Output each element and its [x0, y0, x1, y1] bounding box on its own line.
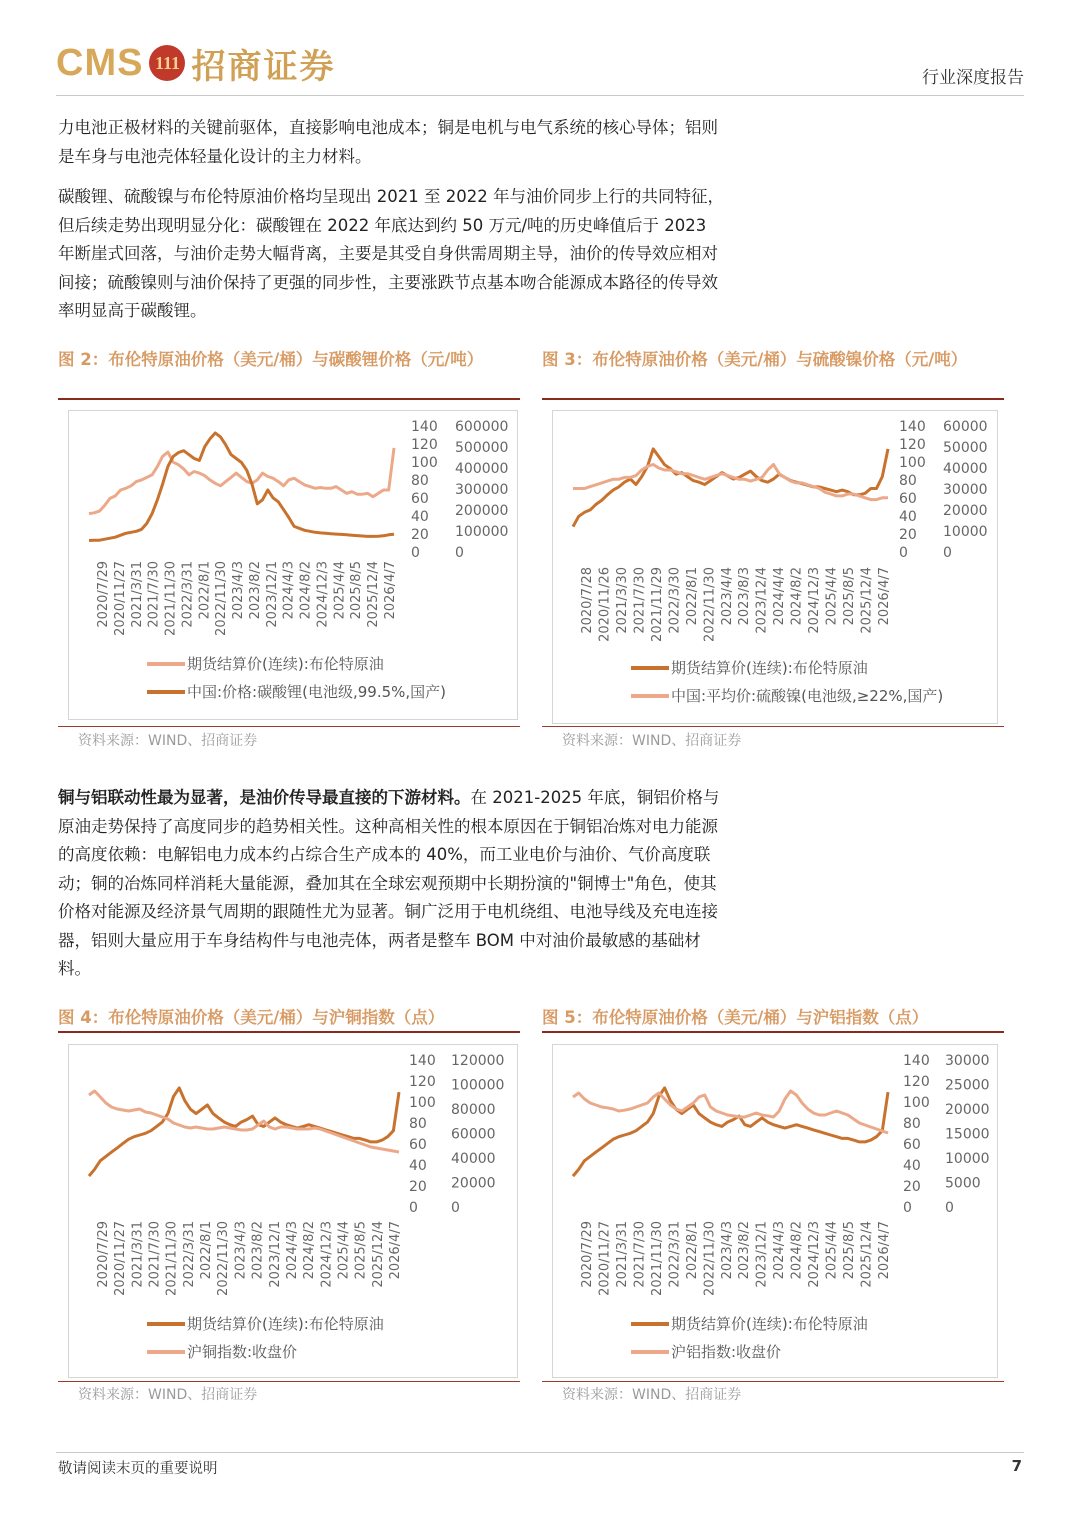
x-tick: 2023/12/1	[264, 561, 280, 628]
report-type: 行业深度报告	[922, 68, 1024, 88]
y-left-tick: 60	[899, 491, 917, 507]
y-left-tick: 60	[903, 1137, 921, 1153]
figure-4-chart-frame	[68, 1044, 518, 1378]
x-tick: 2026/4/7	[388, 1221, 403, 1280]
figure-4-rule	[58, 1031, 520, 1033]
x-tick: 2025/8/5	[842, 1221, 858, 1280]
y-left-tick: 80	[899, 473, 917, 489]
page-number: 7	[1011, 1457, 1022, 1475]
x-tick: 2025/12/4	[366, 561, 382, 628]
figure-2-chart-frame	[68, 410, 518, 720]
y-left-tick: 140	[411, 419, 438, 435]
x-tick: 2023/12/4	[754, 567, 770, 634]
series-line-1	[89, 433, 394, 541]
y-right-tick: 80000	[451, 1102, 496, 1118]
x-tick: 2023/4/3	[231, 561, 247, 620]
y-left-tick: 40	[411, 509, 429, 525]
y-left-tick: 20	[903, 1179, 921, 1195]
y-right-tick: 300000	[455, 482, 509, 498]
x-tick: 2023/12/1	[754, 1221, 770, 1288]
figure-3-source: 资料来源：WIND、招商证券	[562, 733, 742, 749]
x-tick: 2025/12/4	[859, 567, 875, 634]
y-right-tick: 60000	[943, 419, 988, 435]
y-right-tick: 10000	[945, 1151, 990, 1167]
y-right-tick: 200000	[455, 503, 509, 519]
y-left-tick: 80	[411, 473, 429, 489]
x-tick: 2024/8/2	[789, 1221, 805, 1280]
x-tick: 2022/11/30	[702, 1221, 718, 1296]
x-tick: 2021/3/31	[130, 1221, 146, 1288]
x-tick: 2020/11/27	[113, 1221, 129, 1296]
x-tick: 2023/4/3	[719, 1221, 735, 1280]
y-left-tick: 120	[903, 1074, 930, 1090]
y-left-tick: 100	[899, 455, 926, 471]
x-tick: 2023/8/2	[250, 1221, 266, 1280]
x-tick: 2021/7/30	[147, 1221, 163, 1288]
x-tick: 2023/4/4	[719, 567, 735, 626]
paragraph-3	[58, 784, 724, 984]
x-tick: 2021/7/30	[146, 561, 162, 628]
logo-badge-icon: 111	[149, 45, 185, 81]
x-tick: 2024/8/2	[302, 1221, 318, 1280]
x-tick: 2025/12/4	[370, 1221, 386, 1288]
figure-5-bottom-rule	[542, 1381, 1004, 1382]
x-tick: 2025/8/5	[353, 1221, 369, 1280]
y-right-tick: 60000	[451, 1126, 496, 1143]
y-left-tick: 40	[409, 1158, 427, 1174]
x-tick: 2022/3/31	[180, 561, 196, 628]
x-tick: 2021/7/30	[632, 1221, 648, 1288]
x-tick: 2023/8/2	[737, 1221, 753, 1280]
figure-2-source: 资料来源：WIND、招商证券	[78, 733, 258, 749]
y-right-tick: 20000	[945, 1102, 990, 1118]
series-line-1	[573, 465, 888, 500]
y-right-tick: 120000	[451, 1053, 505, 1069]
brand-logo	[56, 40, 335, 86]
x-tick: 2022/11/30	[702, 567, 718, 642]
y-right-tick: 500000	[455, 440, 509, 456]
x-tick: 2025/12/4	[859, 1221, 875, 1288]
series-line-0	[89, 448, 394, 514]
logo-cms-text: CMS	[56, 41, 144, 84]
y-left-tick: 40	[899, 509, 917, 525]
figure-4-source: 资料来源：WIND、招商证券	[78, 1387, 258, 1403]
legend-label-0: 期货结算价(连续):布伦特原油	[671, 659, 868, 677]
x-tick: 2025/4/4	[824, 1221, 840, 1280]
y-right-tick: 0	[455, 545, 464, 561]
figure-4-chart	[69, 1045, 517, 1377]
x-tick: 2023/8/3	[737, 567, 753, 626]
paragraph-3-body: 在 2021-2025 年底，铜铝价格与原油走势保持了高度同步的趋势相关性。这种高相关性的根本原因在于铜铝冶炼对电力能源的高度依赖：电解铝电力成本约占综合生产成本的 40%，而工业电价与油价、气价高度联动；铜的冶炼同样消耗大量能源，叠加其在全球宏观预期中长期扮演的"铜博士"角色，使其价格对能源及经济景气周期的跟随性尤为显著。铜广泛用于电机绕组、电池导线及充电连接器，铝则大量应用于车身结构件与电池壳体，两者是整车 BOM 中对油价最敏感的基础材料。	[58, 788, 720, 978]
x-tick: 2021/11/30	[163, 561, 179, 636]
x-tick: 2020/11/27	[597, 1221, 613, 1296]
figure-3-chart-frame	[552, 410, 998, 724]
y-left-tick: 140	[899, 419, 926, 435]
figure-4-bottom-rule	[58, 1381, 520, 1382]
x-tick: 2024/12/3	[807, 1221, 823, 1288]
x-tick: 2021/11/30	[649, 1221, 665, 1296]
y-right-tick: 50000	[943, 440, 988, 456]
x-tick: 2023/4/3	[233, 1221, 249, 1280]
header-divider	[56, 95, 1024, 96]
y-right-tick: 0	[943, 545, 952, 561]
y-right-tick: 20000	[943, 503, 988, 519]
y-right-tick: 100000	[451, 1077, 505, 1094]
x-tick: 2023/12/1	[267, 1221, 283, 1288]
figure-2-rule	[58, 398, 520, 400]
legend-label-1: 中国:平均价:硫酸镍(电池级,≥22%,国产)	[671, 687, 944, 705]
figure-5-chart	[553, 1045, 997, 1377]
x-tick: 2021/3/30	[614, 567, 630, 634]
x-tick: 2022/3/31	[181, 1221, 197, 1288]
x-tick: 2022/11/30	[214, 561, 230, 636]
figure-3-chart	[553, 411, 997, 723]
y-right-tick: 10000	[943, 524, 988, 540]
y-left-tick: 60	[411, 491, 429, 507]
y-left-tick: 0	[409, 1200, 418, 1216]
series-line-0	[573, 449, 888, 527]
paragraph-1: 力电池正极材料的关键前驱体，直接影响电池成本；铜是电机与电气系统的核心导体；铝则是车身与电池壳体轻量化设计的主力材料。	[58, 118, 718, 166]
y-left-tick: 100	[411, 455, 438, 471]
x-tick: 2020/11/27	[112, 561, 128, 636]
x-tick: 2020/11/26	[597, 567, 613, 642]
x-tick: 2024/12/3	[807, 567, 823, 634]
x-tick: 2020/7/28	[580, 567, 595, 634]
y-left-tick: 0	[411, 545, 420, 561]
y-left-tick: 140	[409, 1053, 436, 1069]
x-tick: 2024/12/3	[319, 1221, 335, 1288]
plot-area	[573, 1088, 888, 1176]
x-tick: 2022/3/31	[667, 1221, 683, 1288]
legend-label-1: 中国:价格:碳酸锂(电池级,99.5%,国产)	[187, 683, 447, 701]
y-right-tick: 30000	[945, 1053, 990, 1069]
x-tick: 2022/8/1	[684, 1221, 700, 1280]
y-left-tick: 20	[899, 527, 917, 543]
x-tick: 2020/7/29	[96, 561, 111, 628]
x-tick: 2025/8/5	[842, 567, 858, 626]
figure-3-rule	[542, 398, 1004, 400]
legend-label-1: 沪铜指数:收盘价	[187, 1343, 298, 1361]
x-tick: 2021/7/30	[632, 567, 648, 634]
y-right-tick: 15000	[945, 1126, 990, 1143]
x-tick: 2025/8/5	[349, 561, 365, 620]
figure-5-rule	[542, 1031, 1004, 1033]
figure-2-chart	[69, 411, 517, 719]
x-tick: 2022/3/30	[667, 567, 683, 634]
paragraph-3-lead: 铜与铝联动性最为显著，是油价传导最直接的下游材料。	[58, 788, 471, 807]
y-right-tick: 40000	[451, 1151, 496, 1167]
y-left-tick: 60	[409, 1137, 427, 1153]
x-tick: 2026/4/7	[877, 1221, 892, 1280]
y-right-tick: 30000	[943, 482, 988, 498]
y-right-tick: 100000	[455, 524, 509, 540]
footer-divider	[56, 1452, 1024, 1453]
y-left-tick: 0	[899, 545, 908, 561]
x-tick: 2024/4/4	[772, 567, 788, 626]
series-line-0	[573, 1088, 888, 1176]
y-left-tick: 100	[409, 1095, 436, 1111]
y-right-tick: 25000	[945, 1077, 990, 1094]
figure-2-bottom-rule	[58, 726, 520, 727]
paragraph-2: 碳酸锂、硫酸镍与布伦特原油价格均呈现出 2021 至 2022 年与油价同步上行的共同特征，但后续走势出现明显分化：碳酸锂在 2022 年底达到约 50 万元/吨的历史峰值后于 2023 年断崖式回落，与油价走势大幅背离，主要是其受自身供需周期主导，油价的传导效应相对间接；硫酸镍则与油价保持了更强的同步性，主要涨跌节点基本吻合能源成本路径的传导效率明显高于碳酸锂。	[58, 187, 724, 320]
x-tick: 2024/8/2	[298, 561, 314, 620]
legend-label-1: 沪铝指数:收盘价	[671, 1343, 782, 1361]
y-right-tick: 0	[451, 1200, 460, 1216]
legend-label-0: 期货结算价(连续):布伦特原油	[671, 1315, 868, 1333]
x-tick: 2022/11/30	[216, 1221, 232, 1296]
figure-4-title: 图 4：布伦特原油价格（美元/桶）与沪铜指数（点）	[58, 1008, 445, 1027]
x-tick: 2022/8/1	[197, 561, 213, 620]
y-left-tick: 140	[903, 1053, 930, 1069]
series-line-0	[89, 1088, 399, 1176]
x-tick: 2025/4/4	[332, 561, 348, 620]
x-tick: 2021/11/29	[649, 567, 665, 642]
x-tick: 2021/3/31	[129, 561, 145, 628]
y-left-tick: 40	[903, 1158, 921, 1174]
x-tick: 2023/8/2	[247, 561, 263, 620]
figure-2-title: 图 2：布伦特原油价格（美元/桶）与碳酸锂价格（元/吨）	[58, 350, 484, 369]
y-right-tick: 20000	[451, 1175, 496, 1192]
x-tick: 2022/8/1	[684, 567, 700, 626]
y-left-tick: 80	[409, 1116, 427, 1132]
x-tick: 2025/4/4	[336, 1221, 352, 1280]
y-right-tick: 600000	[455, 419, 509, 435]
y-left-tick: 0	[903, 1200, 912, 1216]
y-left-tick: 120	[899, 437, 926, 453]
x-tick: 2024/4/3	[281, 561, 297, 620]
y-left-tick: 20	[411, 527, 429, 543]
x-tick: 2020/7/29	[580, 1221, 595, 1288]
x-tick: 2024/8/2	[789, 567, 805, 626]
y-right-tick: 5000	[945, 1175, 981, 1192]
x-tick: 2026/4/7	[383, 561, 398, 620]
y-right-tick: 0	[945, 1200, 954, 1216]
y-left-tick: 80	[903, 1116, 921, 1132]
x-tick: 2026/4/7	[877, 567, 892, 626]
figure-3-title: 图 3：布伦特原油价格（美元/桶）与硫酸镍价格（元/吨）	[542, 350, 968, 369]
logo-cn-text: 招商证券	[191, 46, 336, 87]
figure-5-chart-frame	[552, 1044, 998, 1378]
x-tick: 2021/3/31	[614, 1221, 630, 1288]
y-left-tick: 120	[411, 437, 438, 453]
figure-5-title: 图 5：布伦特原油价格（美元/桶）与沪铝指数（点）	[542, 1008, 929, 1027]
plot-area	[573, 449, 888, 527]
plot-area	[89, 433, 394, 541]
x-tick: 2021/11/30	[164, 1221, 180, 1296]
figure-3-bottom-rule	[542, 726, 1004, 727]
x-tick: 2024/4/3	[284, 1221, 300, 1280]
x-tick: 2022/8/1	[199, 1221, 215, 1280]
footer-note: 敬请阅读末页的重要说明	[58, 1461, 218, 1477]
plot-area	[89, 1088, 399, 1176]
legend-label-0: 期货结算价(连续):布伦特原油	[187, 1315, 384, 1333]
y-right-tick: 40000	[943, 461, 988, 477]
x-tick: 2024/12/3	[315, 561, 331, 628]
x-tick: 2020/7/29	[96, 1221, 111, 1288]
legend-label-0: 期货结算价(连续):布伦特原油	[187, 655, 384, 673]
y-left-tick: 20	[409, 1179, 427, 1195]
y-left-tick: 100	[903, 1095, 930, 1111]
figure-5-source: 资料来源：WIND、招商证券	[562, 1387, 742, 1403]
series-line-1	[573, 1091, 888, 1133]
y-left-tick: 120	[409, 1074, 436, 1090]
x-tick: 2024/4/3	[772, 1221, 788, 1280]
x-tick: 2025/4/4	[824, 567, 840, 626]
y-right-tick: 400000	[455, 461, 509, 477]
